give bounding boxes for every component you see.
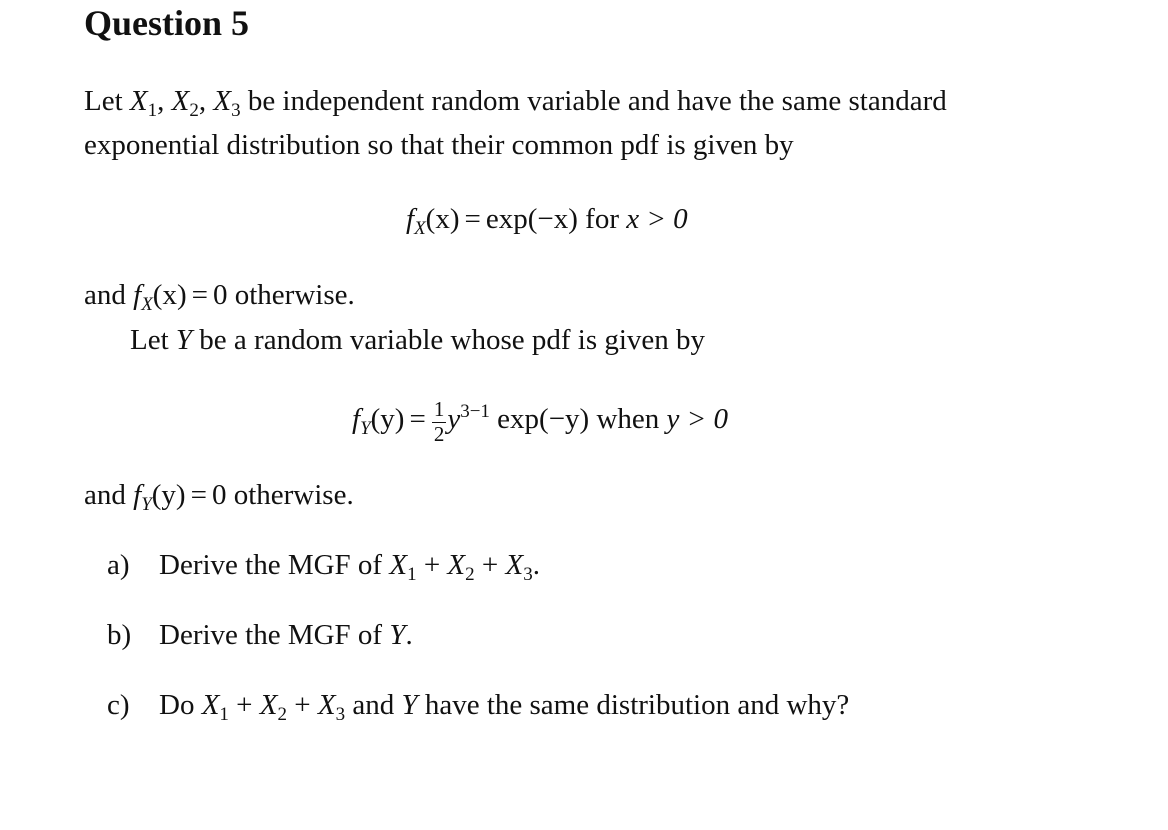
let-y-line: Let Y be a random variable whose pdf is given by xyxy=(130,324,706,356)
intro-paragraph xyxy=(84,79,947,167)
part-a-label: a) xyxy=(107,549,130,581)
part-a: a) Derive the MGF of $X_1 + X_2 + X_3$. xyxy=(107,543,540,587)
intro-line-2: exponential distribution so that their common pdf is given by xyxy=(84,129,794,161)
part-b-label: b) xyxy=(107,619,132,651)
part-c-label: c) xyxy=(107,689,130,721)
equation-fy: $f_Y(y)$ = $\frac{1}{2}$ $y^{3-1}$ exp(−y) when y > 0 xyxy=(352,397,728,446)
part-c: c) Do $X_1 + X_2 + X_3$ and Y have the same distribution and why? xyxy=(107,683,849,727)
fraction-one-half: $\frac{1}{2}$ xyxy=(433,397,445,446)
fx-otherwise-line: and $f_X(x) = 0$ otherwise. xyxy=(84,279,355,315)
question-title: Question 5 xyxy=(84,3,250,43)
intro-line-1: Let $X_1$, $X_2$, $X_3$ be independent random variable and have the same standard xyxy=(84,85,947,121)
part-b: b) Derive the MGF of Y. xyxy=(107,613,413,657)
fy-otherwise-line: and $f_Y(y) = 0$ otherwise. xyxy=(84,479,354,515)
equation-fx: $f_X(x) = \exp(-x)$ for x > 0 xyxy=(406,203,688,239)
